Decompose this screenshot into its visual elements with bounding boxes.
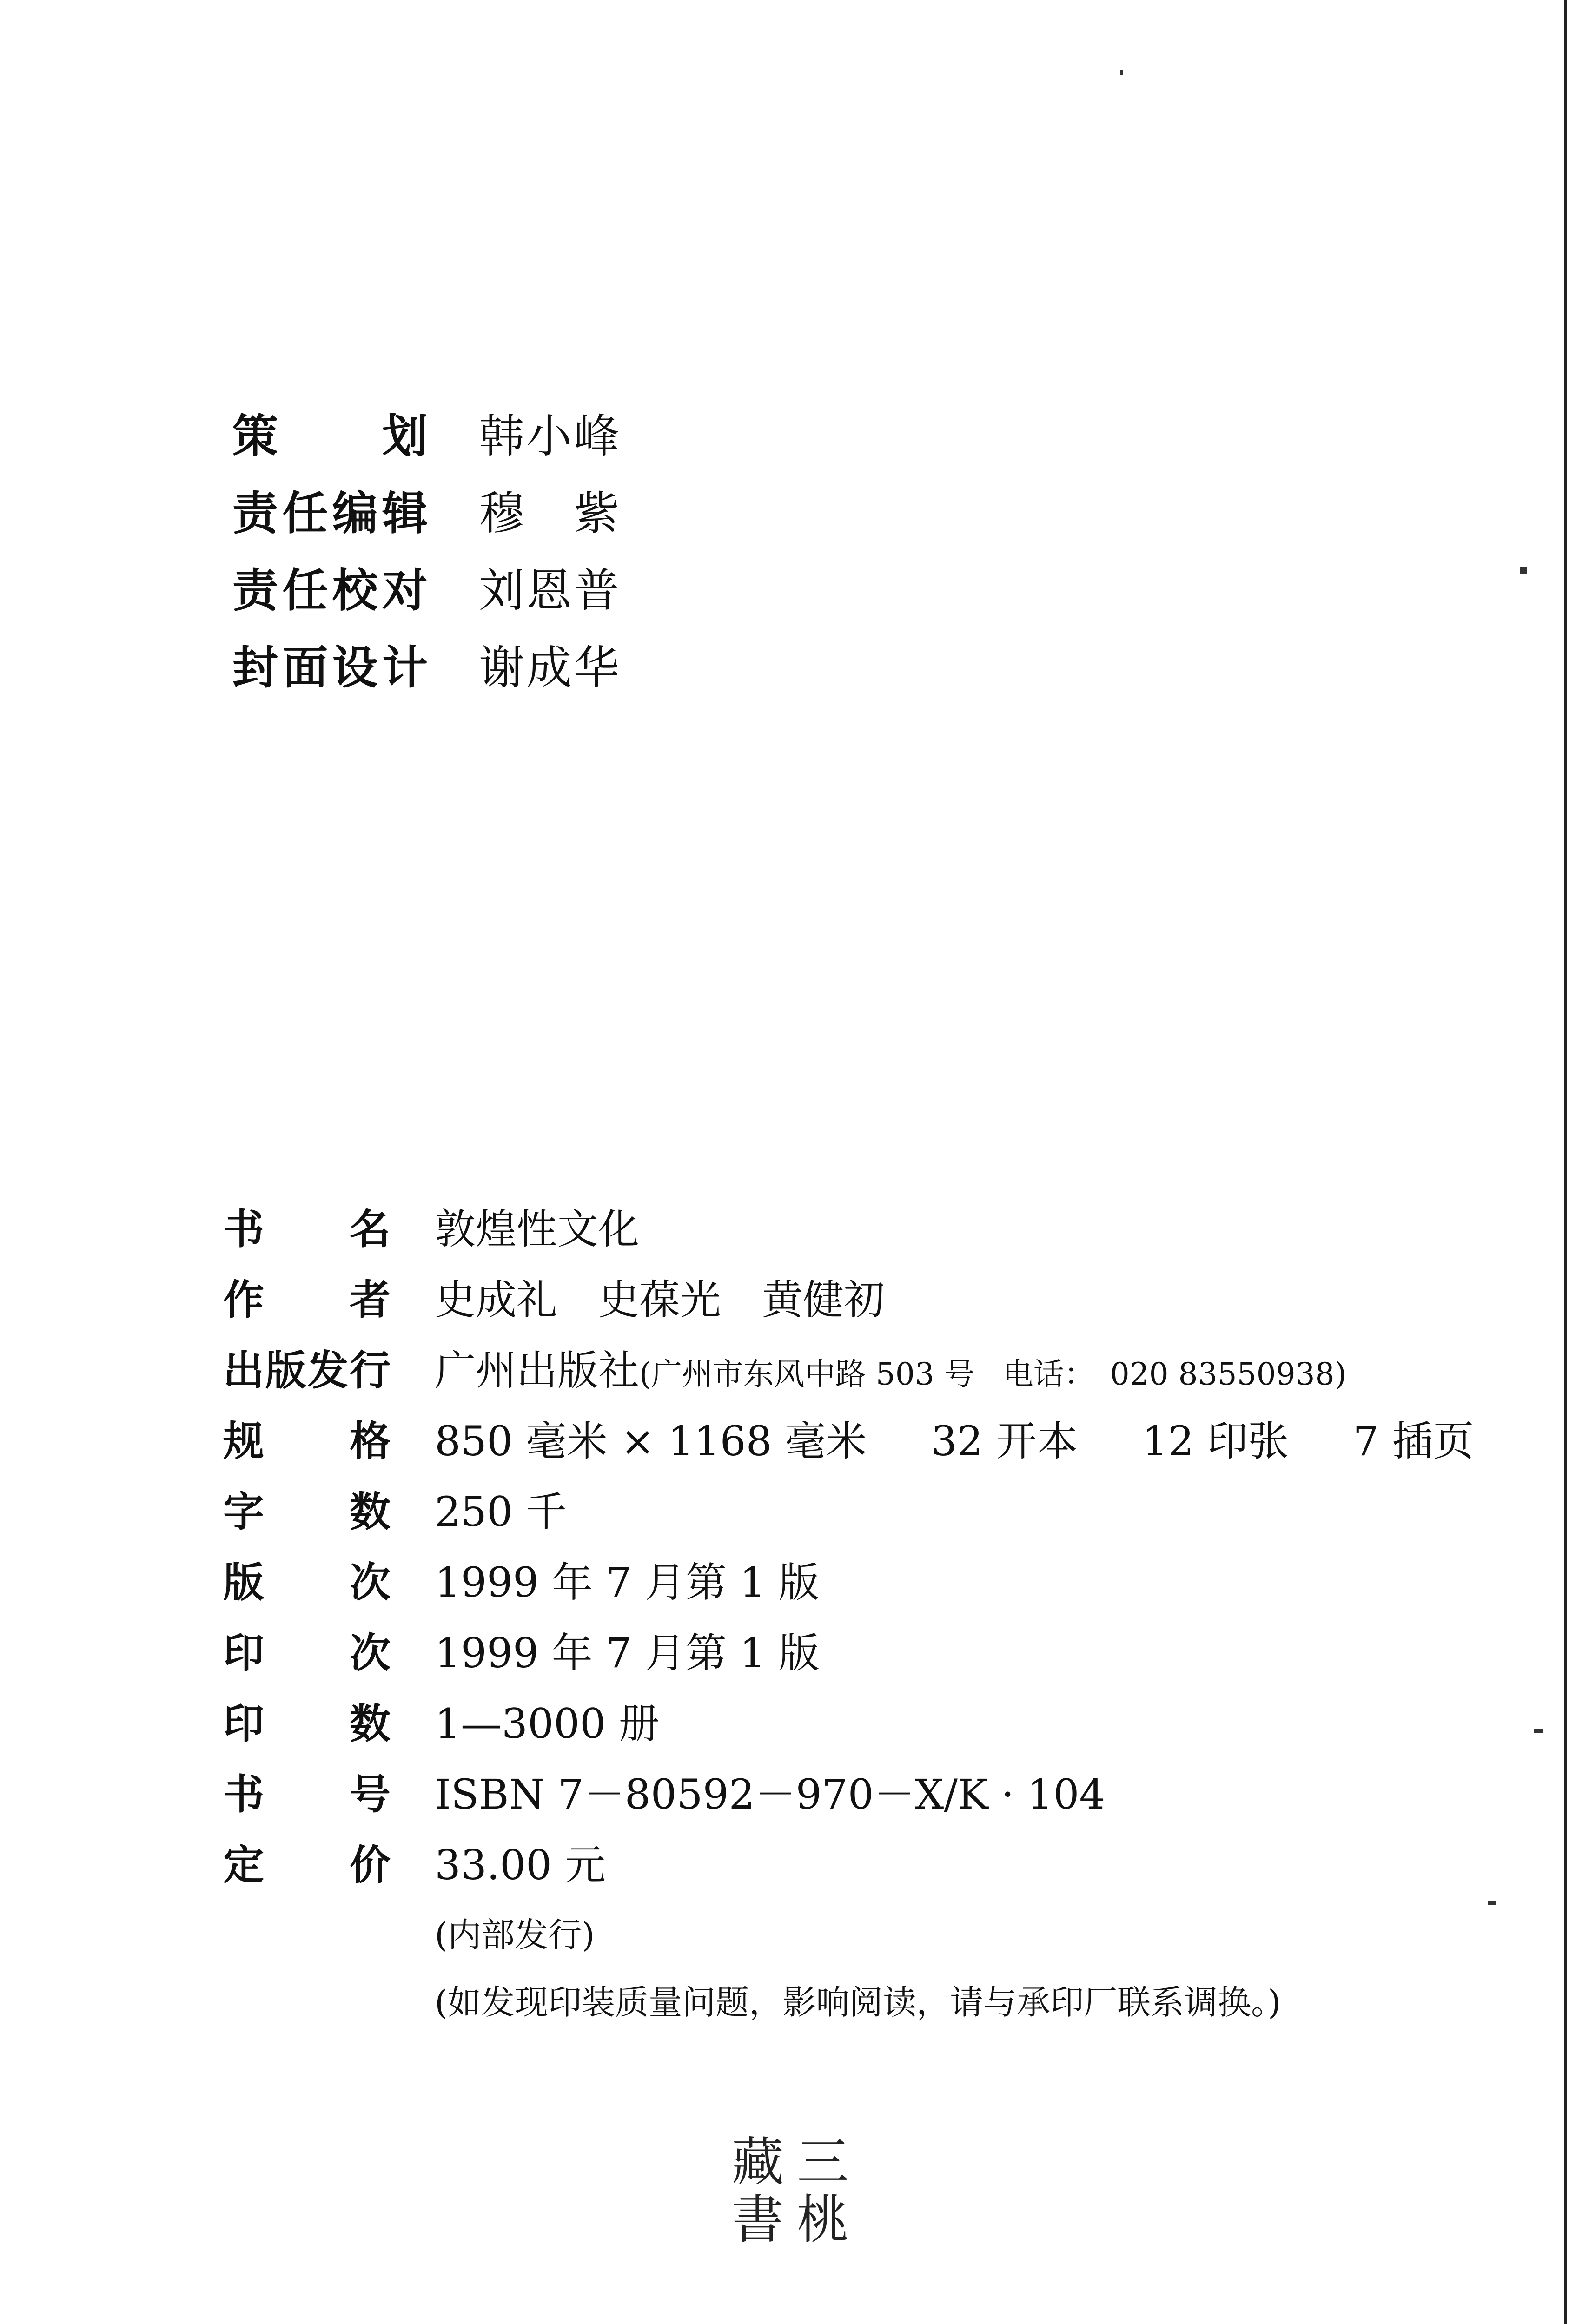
colophon-label: 出版发行 bbox=[223, 1347, 391, 1394]
staff-label: 策划 bbox=[232, 410, 428, 463]
scan-edge-line bbox=[1564, 0, 1567, 2324]
colophon-label: 书号 bbox=[223, 1770, 391, 1818]
colophon-row-authors bbox=[223, 1268, 1474, 1338]
staff-value: 韩小峰 bbox=[479, 410, 622, 463]
staff-row-cover-designer bbox=[232, 631, 621, 708]
colophon-label: 书名 bbox=[223, 1205, 391, 1253]
printing: 1999 年 7 月第 1 版 bbox=[435, 1629, 820, 1677]
staff-label: 封面设计 bbox=[232, 641, 428, 694]
format-size: 850 毫米 × 1168 毫米 bbox=[435, 1417, 867, 1465]
scan-speck bbox=[1534, 1729, 1543, 1733]
collector-seal bbox=[725, 2133, 855, 2254]
scan-speck bbox=[1520, 567, 1527, 574]
colophon-label: 印次 bbox=[223, 1629, 391, 1677]
colophon-label: 规格 bbox=[223, 1417, 391, 1465]
format bbox=[435, 1409, 1474, 1467]
author-name: 史葆光 bbox=[598, 1276, 722, 1324]
publisher-address: (广州市东风中路 503 号 bbox=[639, 1356, 975, 1392]
price: 33.00 元 bbox=[435, 1841, 606, 1889]
format-sheets: 12 印张 bbox=[1142, 1417, 1289, 1465]
colophon-row-publisher bbox=[223, 1338, 1474, 1409]
colophon-row-printing bbox=[223, 1621, 1474, 1691]
scan-speck bbox=[1120, 70, 1123, 75]
staff-value: 刘恩普 bbox=[479, 564, 622, 617]
author-name: 黄健初 bbox=[762, 1276, 885, 1324]
staff-row-planner bbox=[232, 400, 621, 477]
author-name: 史成礼 bbox=[435, 1276, 558, 1324]
colophon-row-title bbox=[223, 1197, 1474, 1268]
isbn: ISBN 7－80592－970－X/K · 104 bbox=[435, 1770, 1106, 1818]
publisher bbox=[435, 1338, 1346, 1397]
staff-value: 穆 紫 bbox=[479, 487, 622, 540]
seal-char: 桃 bbox=[797, 2190, 849, 2250]
colophon-row-price bbox=[223, 1833, 1474, 1903]
book-title: 敦煌性文化 bbox=[435, 1205, 640, 1253]
staff-row-editor bbox=[232, 477, 621, 554]
colophon-row-edition bbox=[223, 1550, 1474, 1621]
colophon bbox=[223, 1197, 1474, 1903]
seal-char: 三 bbox=[797, 2132, 849, 2192]
format-plates: 7 插页 bbox=[1353, 1417, 1474, 1465]
staff-label: 责任编辑 bbox=[232, 487, 428, 540]
scan-speck bbox=[1488, 1901, 1496, 1905]
publisher-phone: 电话： 020 83550938) bbox=[1002, 1356, 1347, 1392]
authors bbox=[435, 1268, 885, 1326]
internal-distribution-note: (内部发行) bbox=[435, 1915, 595, 1954]
colophon-row-words bbox=[223, 1479, 1474, 1550]
staff-value: 谢成华 bbox=[479, 641, 622, 694]
colophon-label: 印数 bbox=[223, 1700, 391, 1748]
colophon-label: 版次 bbox=[223, 1558, 391, 1606]
colophon-label: 作者 bbox=[223, 1276, 391, 1324]
colophon-label: 定价 bbox=[223, 1841, 391, 1889]
quality-note: (如发现印装质量问题，影响阅读，请与承印厂联系调换。) bbox=[435, 1983, 1281, 2022]
staff-credits bbox=[232, 400, 621, 708]
publisher-name: 广州出版社 bbox=[435, 1347, 640, 1394]
seal-char: 書 bbox=[732, 2190, 784, 2250]
edition: 1999 年 7 月第 1 版 bbox=[435, 1558, 820, 1606]
colophon-row-isbn bbox=[223, 1762, 1474, 1833]
seal-char: 藏 bbox=[732, 2132, 784, 2192]
colophon-label: 字数 bbox=[223, 1488, 391, 1536]
word-count: 250 千 bbox=[435, 1488, 567, 1536]
staff-row-proofreader bbox=[232, 554, 621, 631]
staff-label: 责任校对 bbox=[232, 564, 428, 617]
format-kai: 32 开本 bbox=[931, 1417, 1078, 1465]
colophon-row-print-run bbox=[223, 1691, 1474, 1762]
print-run: 1—3000 册 bbox=[435, 1700, 660, 1748]
colophon-row-format bbox=[223, 1409, 1474, 1479]
